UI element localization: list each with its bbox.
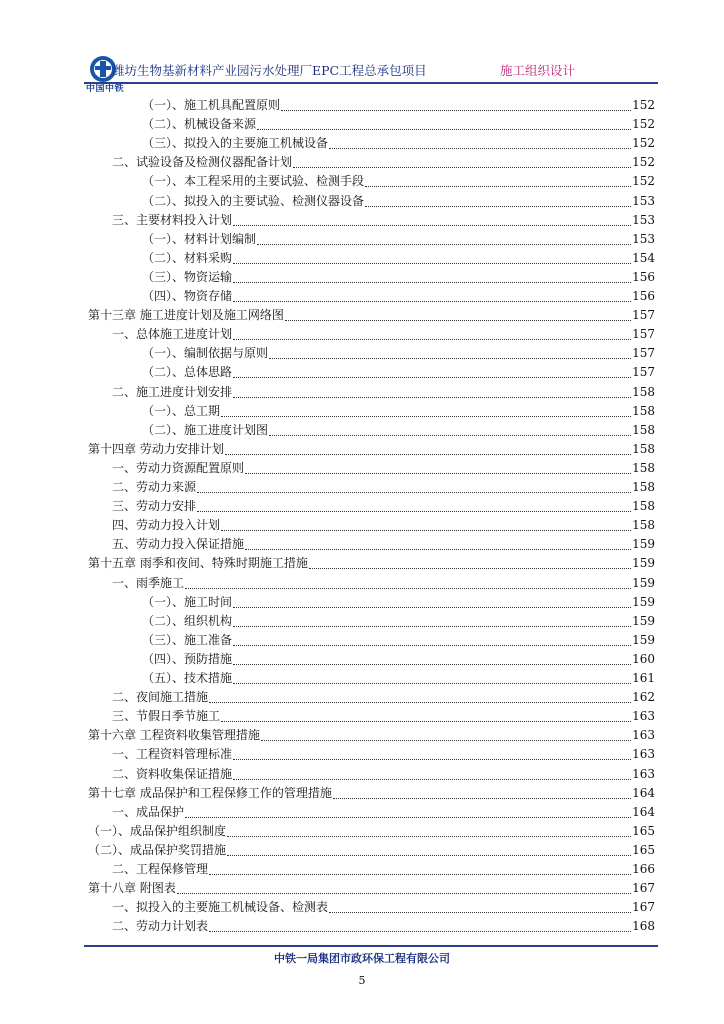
toc-leader-dots xyxy=(233,683,631,684)
toc-leader-dots xyxy=(197,511,631,512)
toc-leader-dots xyxy=(329,912,631,913)
toc-entry[interactable] xyxy=(112,765,655,783)
toc-entry-page: 158 xyxy=(632,480,655,494)
toc-entry-page: 159 xyxy=(632,537,655,552)
toc-entry-title: 一、工程资料管理标准 xyxy=(112,747,233,762)
toc-entry-title: （二）、施工进度计划图 xyxy=(142,422,269,437)
toc-entry-title: （五）、技术措施 xyxy=(142,671,233,685)
toc-entry-page: 168 xyxy=(632,919,655,934)
toc-entry-page: 157 xyxy=(632,327,655,342)
toc-leader-dots xyxy=(281,110,631,111)
toc-entry-page: 159 xyxy=(632,594,655,609)
toc-entry-page: 167 xyxy=(632,881,655,896)
page-number: 5 xyxy=(358,974,366,987)
toc-entry-title: 第十三章 施工进度计划及施工网络图 xyxy=(88,308,284,323)
toc-entry[interactable] xyxy=(88,306,655,324)
toc-entry[interactable] xyxy=(112,803,655,821)
toc-entry[interactable] xyxy=(112,478,655,496)
toc-entry[interactable] xyxy=(142,593,655,611)
toc-entry-page: 165 xyxy=(632,842,655,857)
toc-entry-page: 154 xyxy=(632,250,655,265)
toc-entry[interactable] xyxy=(142,287,655,305)
footer-divider xyxy=(84,945,658,947)
toc-entry-page: 159 xyxy=(632,632,655,647)
toc-entry-page: 153 xyxy=(632,231,655,246)
toc-leader-dots xyxy=(233,626,631,627)
toc-entry-title: 五、劳动力投入保证措施 xyxy=(112,537,245,552)
toc-leader-dots xyxy=(221,416,631,417)
toc-entry[interactable] xyxy=(112,860,655,878)
toc-entry[interactable] xyxy=(142,230,655,248)
toc-entry-title: 二、夜间施工措施 xyxy=(112,690,209,705)
toc-entry-title: 一、拟投入的主要施工机械设备、检测表 xyxy=(112,900,329,915)
toc-leader-dots xyxy=(177,893,631,894)
toc-leader-dots xyxy=(233,225,631,226)
toc-entry-page: 157 xyxy=(632,308,655,323)
toc-entry[interactable] xyxy=(142,96,655,114)
toc-entry-title: 第十八章 附图表 xyxy=(88,881,176,896)
footer-organization: 中铁一局集团市政环保工程有限公司 xyxy=(274,952,450,965)
toc-leader-dots xyxy=(333,798,631,799)
toc-entry[interactable] xyxy=(112,707,655,725)
toc-entry[interactable] xyxy=(112,459,655,477)
toc-leader-dots xyxy=(245,549,631,550)
toc-entry-page: 158 xyxy=(632,441,655,456)
toc-entry-page: 152 xyxy=(632,155,655,170)
toc-entry-title: （一）、编制依据与原则 xyxy=(142,346,269,361)
toc-entry-page: 153 xyxy=(632,212,655,227)
toc-leader-dots xyxy=(233,664,631,665)
toc-entry-title: 第十七章 成品保护和工程保修工作的管理措施 xyxy=(88,785,332,800)
toc-entry-page: 158 xyxy=(632,460,655,475)
toc-entry[interactable] xyxy=(88,554,655,572)
toc-entry-page: 157 xyxy=(632,346,655,361)
toc-entry[interactable] xyxy=(112,153,655,171)
toc-entry-title: （一）、施工时间 xyxy=(142,594,233,609)
toc-entry[interactable] xyxy=(88,841,655,859)
toc-leader-dots xyxy=(293,167,631,168)
toc-leader-dots xyxy=(233,282,631,283)
toc-entry-page: 159 xyxy=(632,575,655,590)
toc-leader-dots xyxy=(227,836,631,837)
toc-entry-title: （四）、预防措施 xyxy=(142,651,233,666)
toc-leader-dots xyxy=(225,454,631,455)
toc-leader-dots xyxy=(309,568,631,569)
toc-entry[interactable] xyxy=(142,363,655,381)
toc-entry-title: 三、劳动力安排 xyxy=(112,499,197,514)
toc-entry-page: 167 xyxy=(632,900,655,915)
toc-entry[interactable] xyxy=(142,115,655,133)
toc-entry-page: 158 xyxy=(632,422,655,437)
toc-entry-page: 152 xyxy=(632,136,655,151)
toc-leader-dots xyxy=(233,377,631,378)
toc-entry-page: 161 xyxy=(632,671,655,685)
toc-entry-title: （二）、机械设备来源 xyxy=(142,117,257,132)
toc-entry-title: 三、节假日季节施工 xyxy=(112,709,221,724)
toc-entry-page: 164 xyxy=(632,785,655,800)
toc-entry-title: 四、劳动力投入计划 xyxy=(112,518,221,533)
toc-entry-page: 158 xyxy=(632,384,655,399)
toc-entry-page: 156 xyxy=(632,289,655,303)
toc-entry-title: 第十五章 雨季和夜间、特殊时期施工措施 xyxy=(88,556,308,571)
toc-entry-title: （二）、拟投入的主要试验、检测仪器设备 xyxy=(142,193,365,208)
toc-entry-page: 152 xyxy=(632,98,655,112)
toc-leader-dots xyxy=(365,206,631,207)
toc-entry-page: 158 xyxy=(632,403,655,418)
toc-leader-dots xyxy=(185,817,631,818)
toc-entry-title: （三）、施工准备 xyxy=(142,632,233,647)
toc-leader-dots xyxy=(329,148,631,149)
toc-entry-title: 一、成品保护 xyxy=(112,804,185,819)
toc-entry-page: 165 xyxy=(632,823,655,838)
toc-leader-dots xyxy=(261,740,631,741)
toc-entry[interactable] xyxy=(142,344,655,362)
toc-entry[interactable] xyxy=(142,249,655,267)
toc-entry-page: 163 xyxy=(632,747,655,762)
toc-entry[interactable] xyxy=(112,898,655,916)
toc-entry[interactable] xyxy=(142,192,655,210)
toc-entry-title: 二、劳动力来源 xyxy=(112,480,197,494)
toc-entry-title: 一、总体施工进度计划 xyxy=(112,327,233,342)
toc-entry-page: 160 xyxy=(632,651,655,666)
toc-leader-dots xyxy=(269,435,631,436)
toc-leader-dots xyxy=(245,473,631,474)
toc-entry[interactable] xyxy=(142,669,655,687)
toc-leader-dots xyxy=(233,263,631,264)
toc-entry-title: （一）、成品保护组织制度 xyxy=(88,823,227,838)
toc-leader-dots xyxy=(285,320,631,321)
toc-entry-page: 152 xyxy=(632,117,655,132)
toc-entry-page: 159 xyxy=(632,556,655,571)
toc-leader-dots xyxy=(185,588,631,589)
toc-entry[interactable] xyxy=(142,650,655,668)
toc-entry-title: 一、劳动力资源配置原则 xyxy=(112,460,245,475)
toc-entry[interactable] xyxy=(142,172,655,190)
toc-entry-page: 158 xyxy=(632,499,655,514)
toc-entry[interactable] xyxy=(142,421,655,439)
toc-entry-title: （一）、施工机具配置原则 xyxy=(142,98,281,112)
toc-entry-title: （四）、物资存储 xyxy=(142,289,233,303)
toc-entry[interactable] xyxy=(88,440,655,458)
toc-entry-page: 163 xyxy=(632,766,655,781)
toc-entry-title: （三）、拟投入的主要施工机械设备 xyxy=(142,136,329,151)
toc-entry-title: 三、主要材料投入计划 xyxy=(112,212,233,227)
document-title: 潍坊生物基新材料产业园污水处理厂EPC工程总承包项目 xyxy=(112,63,427,78)
toc-leader-dots xyxy=(233,607,631,608)
toc-entry[interactable] xyxy=(112,688,655,706)
toc-entry-title: （二）、组织机构 xyxy=(142,613,233,628)
toc-entry[interactable] xyxy=(112,917,655,935)
toc-entry-page: 163 xyxy=(632,709,655,724)
toc-entry-title: （二）、材料采购 xyxy=(142,250,233,265)
toc-leader-dots xyxy=(233,759,631,760)
header-divider xyxy=(84,82,658,84)
toc-entry-title: （一）、本工程采用的主要试验、检测手段 xyxy=(142,174,365,189)
toc-entry[interactable] xyxy=(88,822,655,840)
toc-entry-page: 162 xyxy=(632,690,655,705)
toc-leader-dots xyxy=(233,339,631,340)
toc-entry-page: 164 xyxy=(632,804,655,819)
toc-entry-page: 163 xyxy=(632,728,655,743)
toc-leader-dots xyxy=(221,530,631,531)
toc-leader-dots xyxy=(257,129,631,130)
toc-entry[interactable] xyxy=(142,402,655,420)
toc-leader-dots xyxy=(233,397,631,398)
toc-entry-title: 二、工程保修管理 xyxy=(112,862,209,876)
toc-entry[interactable] xyxy=(112,497,655,515)
toc-entry[interactable] xyxy=(112,211,655,229)
toc-entry[interactable] xyxy=(142,612,655,630)
toc-entry-page: 159 xyxy=(632,613,655,628)
toc-entry[interactable] xyxy=(142,631,655,649)
toc-leader-dots xyxy=(227,855,631,856)
toc-leader-dots xyxy=(233,779,631,780)
toc-leader-dots xyxy=(197,492,631,493)
toc-entry[interactable] xyxy=(112,535,655,553)
toc-entry-page: 157 xyxy=(632,365,655,380)
toc-entry[interactable] xyxy=(88,879,655,897)
toc-entry-title: 第十四章 劳动力安排计划 xyxy=(88,441,224,456)
toc-leader-dots xyxy=(209,874,631,875)
toc-leader-dots xyxy=(233,301,631,302)
toc-entry-page: 158 xyxy=(632,518,655,533)
toc-entry-title: 二、资料收集保证措施 xyxy=(112,766,233,781)
logo-text: 中国中铁 xyxy=(86,84,125,94)
toc-entry-page: 152 xyxy=(632,174,655,189)
toc-leader-dots xyxy=(269,358,631,359)
page-header xyxy=(0,0,724,100)
toc-entry-page: 153 xyxy=(632,193,655,208)
toc-entry-title: （三）、物资运输 xyxy=(142,269,233,284)
toc-entry-page: 156 xyxy=(632,269,655,284)
toc-leader-dots xyxy=(209,702,631,703)
toc-entry-page: 166 xyxy=(632,862,655,876)
toc-entry-title: （一）、材料计划编制 xyxy=(142,231,257,246)
toc-entry-title: （二）、总体思路 xyxy=(142,365,233,380)
toc-entry[interactable] xyxy=(88,784,655,802)
toc-entry[interactable] xyxy=(112,383,655,401)
toc-entry-title: 二、施工进度计划安排 xyxy=(112,384,233,399)
toc-entry-title: （一）、总工期 xyxy=(142,403,221,418)
toc-entry[interactable] xyxy=(112,516,655,534)
toc-leader-dots xyxy=(209,931,631,932)
toc-entry[interactable] xyxy=(142,134,655,152)
toc-entry[interactable] xyxy=(112,325,655,343)
toc-entry[interactable] xyxy=(112,745,655,763)
toc-leader-dots xyxy=(233,645,631,646)
document-type: 施工组织设计 xyxy=(500,63,576,78)
toc-entry[interactable] xyxy=(142,268,655,286)
toc-leader-dots xyxy=(257,244,631,245)
toc-leader-dots xyxy=(221,721,631,722)
toc-entry[interactable] xyxy=(112,574,655,592)
toc-entry-title: 二、试验设备及检测仪器配备计划 xyxy=(112,155,293,170)
toc-entry[interactable] xyxy=(88,726,655,744)
toc-entry-title: 第十六章 工程资料收集管理措施 xyxy=(88,728,260,743)
toc-entry-title: 二、劳动力计划表 xyxy=(112,919,209,934)
toc-entry-title: 一、雨季施工 xyxy=(112,575,185,590)
toc-leader-dots xyxy=(365,186,631,187)
toc-entry-title: （二）、成品保护奖罚措施 xyxy=(88,842,227,857)
